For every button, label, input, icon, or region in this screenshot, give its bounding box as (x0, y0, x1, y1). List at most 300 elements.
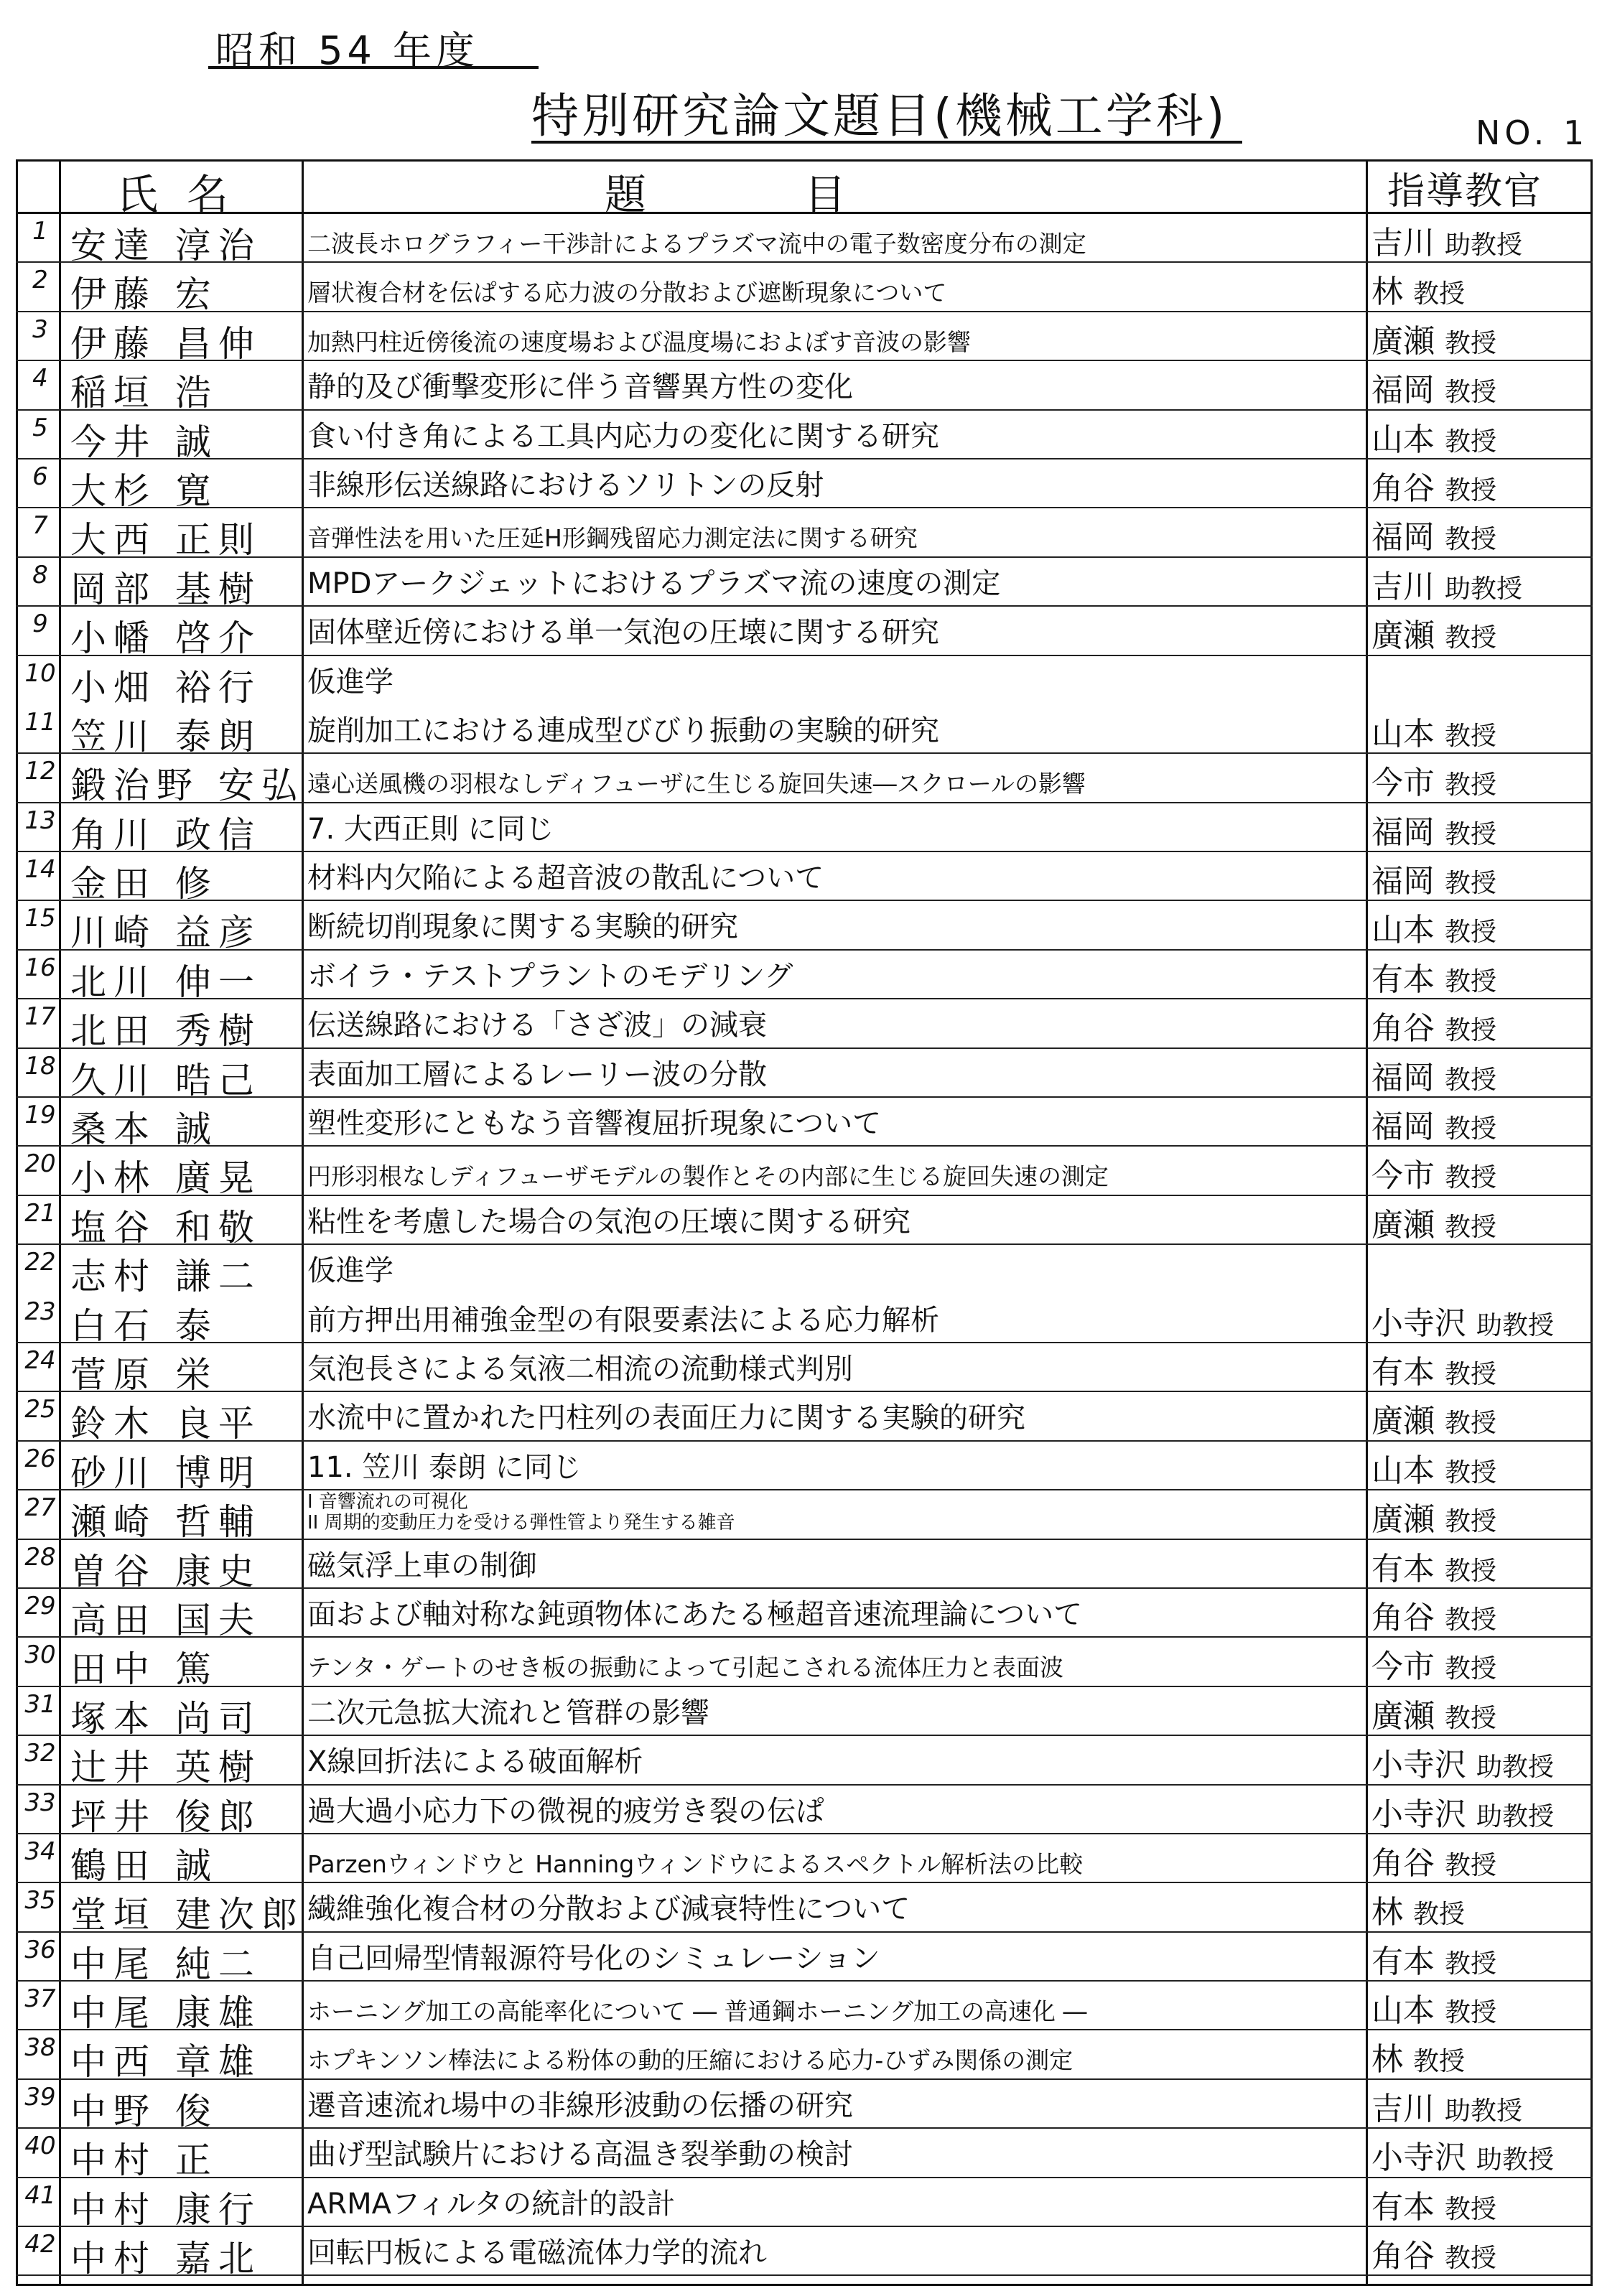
thesis-title: 断続切削現象に関する実験的研究 (307, 910, 738, 944)
table-row (16, 312, 1593, 365)
advisor-rank: 教授 (1445, 1605, 1497, 1635)
student-name: 大西 正則 (70, 519, 261, 561)
advisor (1371, 953, 1496, 999)
student-name: 瀬崎 哲輔 (70, 1501, 261, 1544)
advisor-name: 福岡 (1371, 519, 1435, 556)
column-header-title: 題目 (605, 170, 1005, 219)
advisor (1371, 1984, 1496, 2030)
advisor (1371, 1052, 1496, 1098)
row-number: 31 (24, 1689, 56, 1719)
row-number: 2 (32, 266, 48, 295)
student-name: 伊藤 昌伸 (70, 322, 261, 365)
advisor (1371, 2033, 1465, 2079)
advisor (1371, 2230, 1496, 2276)
advisor (1371, 1395, 1496, 1441)
student-name: 鶴田 誠 (70, 1844, 218, 1887)
advisor-name: 角谷 (1371, 1844, 1435, 1882)
advisor-name: 今市 (1371, 1648, 1435, 1686)
advisor (1371, 1199, 1496, 1245)
student-name: 中尾 康雄 (70, 1992, 261, 2035)
row-number: 30 (24, 1641, 56, 1670)
row-number: 40 (24, 2132, 56, 2161)
table-row (16, 754, 1593, 807)
advisor (1371, 1936, 1496, 1982)
thesis-title: 粘性を考慮した場合の気泡の圧壊に関する研究 (307, 1205, 910, 1238)
table-row (16, 1786, 1593, 1838)
student-name: 今井 誠 (70, 421, 218, 463)
student-name: 角川 政信 (70, 813, 261, 856)
student-name: 金田 修 (70, 863, 218, 905)
advisor-rank: 教授 (1413, 1900, 1466, 1930)
row-number: 6 (32, 462, 48, 491)
advisor-name: 福岡 (1371, 813, 1435, 851)
table-row (16, 1883, 1593, 1936)
advisor-name: 廣瀬 (1371, 617, 1435, 655)
thesis-title: 加熱円柱近傍後流の速度場および温度場におよぼす音波の影響 (307, 327, 971, 356)
advisor-rank: 教授 (1445, 966, 1497, 997)
table-row (16, 411, 1593, 463)
table-header-row (16, 159, 1593, 219)
row-number: 32 (24, 1739, 56, 1768)
advisor (1371, 1739, 1554, 1785)
table-row (16, 1294, 1593, 1347)
advisor-rank: 教授 (1445, 770, 1497, 801)
column-header-advisor: 指導教官 (1387, 170, 1543, 213)
thesis-title: 11. 笠川 泰朗 に同じ (307, 1450, 582, 1484)
fiscal-year-underline (208, 66, 539, 69)
advisor-name: 山本 (1371, 912, 1435, 949)
student-name: 坪井 俊郎 (70, 1796, 261, 1838)
advisor-rank: 教授 (1445, 378, 1497, 408)
advisor-name: 林 (1371, 1894, 1403, 1931)
advisor (1371, 1788, 1554, 1834)
student-name: 北田 秀樹 (70, 1010, 261, 1053)
row-number: 34 (24, 1837, 56, 1866)
advisor-name: 有本 (1371, 1550, 1435, 1587)
thesis-title: ボイラ・テストプラントのモデリング (307, 959, 793, 993)
advisor-name: 福岡 (1371, 372, 1435, 409)
advisor (1371, 2181, 1496, 2227)
advisor (1371, 1690, 1496, 1736)
advisor-name: 廣瀬 (1371, 1697, 1435, 1735)
thesis-title: 気泡長さによる気液二相流の流動様式判別 (307, 1352, 853, 1386)
student-name: 砂川 博明 (70, 1452, 261, 1494)
advisor (1371, 1002, 1496, 1048)
table-row (16, 2080, 1593, 2132)
thesis-title: 塑性変形にともなう音響複屈折現象について (307, 1107, 882, 1141)
table-row (16, 558, 1593, 610)
advisor (1371, 1592, 1496, 1638)
advisor (1371, 511, 1496, 557)
advisor-name: 山本 (1371, 715, 1435, 752)
student-name: 塩谷 和敬 (70, 1206, 261, 1249)
advisor-rank: 教授 (1445, 623, 1497, 653)
advisor-rank: 教授 (1445, 1359, 1497, 1389)
thesis-title-part-1: I 音響流れの可視化 (307, 1491, 468, 1513)
table-row (16, 361, 1593, 414)
advisor (1371, 2132, 1554, 2178)
table-row (16, 1392, 1593, 1445)
student-name: 北川 伸一 (70, 961, 261, 1003)
advisor (1371, 806, 1496, 852)
student-name: 菅原 栄 (70, 1353, 218, 1396)
thesis-title: 二次元急拡大流れと管群の影響 (307, 1696, 709, 1730)
advisor (1371, 1543, 1496, 1589)
thesis-title: 静的及び衝撃変形に伴う音響異方性の変化 (307, 370, 853, 404)
thesis-title: 材料内欠陥による超音波の散乱について (307, 862, 824, 895)
thesis-title: X線回折法による破面解析 (307, 1745, 643, 1779)
thesis-title: 食い付き角による工具内応力の変化に関する研究 (307, 419, 939, 453)
thesis-title: 非線形伝送線路におけるソリトンの反射 (307, 468, 824, 502)
table-row (16, 951, 1593, 1003)
thesis-title: 回転円板による電磁流体力学的流れ (307, 2236, 767, 2270)
thesis-title: ホーニング加工の高能率化について ― 普通鋼ホーニング加工の高速化 ― (307, 1997, 1087, 2026)
advisor-rank: 助教授 (1445, 2096, 1523, 2126)
thesis-title: ホプキンソン棒法による粉体の動的圧縮における応力-ひずみ関係の測定 (307, 2046, 1073, 2075)
table-row (16, 1638, 1593, 1691)
table-row (16, 852, 1593, 905)
advisor-rank: 教授 (1445, 426, 1497, 457)
advisor-rank: 教授 (1445, 819, 1497, 849)
advisor-name: 林 (1371, 274, 1403, 311)
student-name: 白石 泰 (70, 1305, 218, 1347)
student-name: 安達 淳治 (70, 225, 261, 266)
advisor-rank: 助教授 (1476, 1310, 1555, 1340)
thesis-title: 遠心送風機の羽根なしディフューザに生じる旋回失速―スクロールの影響 (307, 770, 1086, 798)
thesis-title: 遷音速流れ場中の非線形波動の伝播の研究 (307, 2089, 853, 2122)
table-row (16, 901, 1593, 954)
student-name: 田中 篤 (70, 1648, 218, 1691)
table-row (16, 999, 1593, 1053)
table-row (16, 1736, 1593, 1789)
advisor-rank: 教授 (1445, 1507, 1497, 1537)
row-number: 7 (32, 511, 48, 541)
row-number: 8 (32, 560, 48, 589)
advisor-rank: 教授 (1413, 2047, 1466, 2077)
student-name: 桑本 誠 (70, 1109, 218, 1151)
advisor (1371, 708, 1496, 754)
advisor-name: 福岡 (1371, 1059, 1435, 1096)
row-number: 11 (24, 707, 56, 737)
student-name: 堂垣 建次郎 (70, 1894, 304, 1936)
advisor-name: 有本 (1371, 2188, 1435, 2226)
row-number: 41 (24, 2180, 56, 2210)
table-row (16, 2227, 1593, 2280)
advisor-name: 小寺沢 (1371, 1796, 1466, 1833)
row-number: 25 (24, 1395, 56, 1424)
advisor-name: 山本 (1371, 1992, 1435, 2030)
advisor-rank: 教授 (1445, 475, 1497, 505)
row-number: 10 (24, 658, 56, 688)
thesis-title: 曲げ型試験片における高温き裂挙動の検討 (307, 2138, 853, 2172)
advisor (1371, 1149, 1496, 1195)
thesis-title: 伝送線路における「さざ波」の減衰 (307, 1009, 767, 1042)
table-row (16, 508, 1593, 561)
table-row (16, 1442, 1593, 1494)
advisor-rank: 教授 (1445, 1065, 1497, 1095)
thesis-title: 自己回帰型情報源符号化のシミュレーション (307, 1941, 880, 1975)
row-number: 29 (24, 1591, 56, 1620)
advisor (1371, 855, 1496, 901)
thesis-title: 面および軸対称な鈍頭物体にあたる極超音速流理論について (307, 1597, 1083, 1631)
thesis-title: 仮進学 (307, 1254, 393, 1288)
advisor-rank: 教授 (1445, 1998, 1497, 2028)
table-row (16, 1196, 1593, 1249)
advisor-name: 福岡 (1371, 863, 1435, 900)
advisor (1371, 1346, 1496, 1392)
advisor (1371, 1445, 1496, 1490)
table-row (16, 1834, 1593, 1887)
row-number: 26 (24, 1444, 56, 1473)
document-title-underline (531, 141, 1242, 144)
thesis-title: 円形羽根なしディフューザモデルの製作とその内部に生じる旋回失速の測定 (307, 1162, 1109, 1191)
table-row (16, 656, 1593, 709)
advisor (1371, 364, 1496, 410)
table-row (16, 705, 1593, 757)
advisor (1371, 561, 1522, 607)
thesis-title: 仮進学 (307, 665, 393, 699)
advisor-rank: 教授 (1445, 2194, 1497, 2224)
advisor-name: 角谷 (1371, 2238, 1435, 2275)
advisor-name: 吉川 (1371, 2090, 1435, 2127)
row-number: 18 (24, 1051, 56, 1081)
student-name: 小畑 裕行 (70, 666, 261, 709)
student-name: 伊藤 宏 (70, 274, 218, 316)
advisor-name: 角谷 (1371, 1599, 1435, 1636)
student-name: 稲垣 浩 (70, 372, 218, 414)
advisor (1371, 1493, 1496, 1539)
row-number: 24 (24, 1345, 56, 1375)
advisor (1371, 315, 1496, 361)
student-name: 中尾 純二 (70, 1943, 261, 1985)
advisor (1371, 1641, 1496, 1686)
advisor-name: 小寺沢 (1371, 1305, 1466, 1342)
student-name: 志村 謙二 (70, 1256, 261, 1298)
advisor-name: 有本 (1371, 1353, 1435, 1391)
advisor-name: 角谷 (1371, 470, 1435, 507)
fiscal-year-heading: 昭和 54 年度 (215, 28, 480, 73)
row-number: 21 (24, 1198, 56, 1228)
student-name: 中西 章雄 (70, 2041, 261, 2083)
advisor (1371, 610, 1496, 655)
row-number: 14 (24, 855, 56, 885)
table-row (16, 1098, 1593, 1151)
table-row (16, 1540, 1593, 1592)
advisor-name: 小寺沢 (1371, 1747, 1466, 1784)
table-row (16, 1687, 1593, 1740)
row-number: 38 (24, 2033, 56, 2063)
student-name: 鍛治野 安弘 (70, 765, 304, 807)
thesis-title: 固体壁近傍における単一気泡の圧壊に関する研究 (307, 616, 939, 650)
row-number: 3 (32, 314, 48, 344)
thesis-title: 二波長ホログラフィー干渉計によるプラズマ流中の電子数密度分布の測定 (307, 230, 1086, 258)
column-header-name: 氏名 (116, 170, 258, 219)
table-row (16, 1589, 1593, 1641)
advisor (1371, 414, 1496, 459)
thesis-title: 旋削加工における連成型びびり振動の実験的研究 (307, 714, 939, 747)
table-row (16, 2129, 1593, 2182)
advisor-name: 林 (1371, 2041, 1403, 2078)
student-name: 川崎 益彦 (70, 912, 261, 954)
advisor (1371, 217, 1522, 263)
student-name: 中村 康行 (70, 2188, 261, 2231)
advisor-rank: 教授 (1445, 1114, 1497, 1144)
thesis-title: 7. 大西正則 に同じ (307, 812, 554, 846)
row-number: 1 (32, 217, 48, 246)
thesis-title: 前方押出用補強金型の有限要素法による応力解析 (307, 1303, 939, 1337)
advisor-rank: 助教授 (1476, 2145, 1555, 2175)
advisor-name: 吉川 (1371, 225, 1435, 261)
advisor-rank: 教授 (1445, 2244, 1497, 2274)
advisor-name: 有本 (1371, 1943, 1435, 1980)
advisor (1371, 2083, 1522, 2129)
thesis-title: テンタ・ゲートのせき板の振動によって引起こされる流体圧力と表面波 (307, 1653, 1064, 1682)
advisor-rank: 教授 (1445, 1703, 1497, 1733)
student-name: 曽谷 康史 (70, 1550, 261, 1592)
row-number: 16 (24, 953, 56, 982)
advisor-rank: 教授 (1445, 1163, 1497, 1193)
page-number: NO. 1 (1476, 113, 1589, 152)
table-row (16, 1490, 1593, 1544)
table-body (16, 214, 1593, 2280)
advisor-rank: 教授 (1445, 1556, 1497, 1586)
advisor-name: 廣瀬 (1371, 322, 1435, 360)
table-row (16, 2178, 1593, 2231)
advisor (1371, 1837, 1496, 1883)
table-row (16, 263, 1593, 316)
table-row (16, 1933, 1593, 1985)
table-row (16, 1049, 1593, 1101)
row-number: 15 (24, 904, 56, 933)
row-number: 20 (24, 1149, 56, 1179)
advisor-rank: 教授 (1445, 869, 1497, 899)
thesis-title: 層状複合材を伝ぱする応力波の分散および遮断現象について (307, 279, 947, 307)
advisor-name: 角谷 (1371, 1010, 1435, 1047)
row-number: 36 (24, 1935, 56, 1964)
row-number: 42 (24, 2230, 56, 2259)
thesis-title: Parzenウィンドウと Hanningウィンドウによるスペクトル解析法の比較 (307, 1849, 1084, 1878)
table-row (16, 1343, 1593, 1396)
student-name: 大杉 寛 (70, 470, 218, 512)
advisor (1371, 1101, 1496, 1147)
advisor-name: 今市 (1371, 765, 1435, 802)
advisor-rank: 教授 (1445, 721, 1497, 751)
student-name: 笠川 泰朗 (70, 715, 261, 757)
row-number: 9 (32, 610, 48, 639)
advisor-name: 廣瀬 (1371, 1403, 1435, 1440)
row-number: 37 (24, 1984, 56, 2014)
thesis-title: 過大過小応力下の微視的疲労き裂の伝ぱ (307, 1794, 824, 1828)
advisor-rank: 助教授 (1476, 1753, 1555, 1783)
row-number: 35 (24, 1886, 56, 1915)
row-number: 12 (24, 757, 56, 786)
row-number: 23 (24, 1297, 56, 1326)
student-name: 中村 正 (70, 2139, 218, 2182)
advisor (1371, 462, 1496, 508)
advisor-name: 吉川 (1371, 568, 1435, 605)
table-row (16, 2030, 1593, 2083)
advisor-rank: 助教授 (1445, 574, 1523, 604)
student-name: 岡部 基樹 (70, 568, 261, 610)
thesis-title (307, 1492, 735, 1534)
thesis-title: ARMAフィルタの統計的設計 (307, 2187, 676, 2221)
advisor-rank: 教授 (1413, 279, 1466, 309)
advisor-rank: 教授 (1445, 1212, 1497, 1242)
table-row (16, 1982, 1593, 2035)
advisor-name: 山本 (1371, 1452, 1435, 1489)
row-number: 39 (24, 2082, 56, 2111)
advisor-name: 福岡 (1371, 1109, 1435, 1146)
row-number: 13 (24, 806, 56, 835)
row-number: 33 (24, 1788, 56, 1817)
student-name: 辻井 英樹 (70, 1747, 261, 1789)
student-name: 久川 晧己 (70, 1059, 261, 1101)
thesis-title: 表面加工層によるレーリー波の分散 (307, 1058, 767, 1091)
advisor-rank: 教授 (1445, 1016, 1497, 1046)
table-row (16, 1147, 1593, 1200)
thesis-title: 音弾性法を用いた圧延H形鋼残留応力測定法に関する研究 (307, 524, 918, 553)
advisor (1371, 757, 1496, 803)
thesis-title: MPDアークジェットにおけるプラズマ流の速度の測定 (307, 566, 1001, 600)
advisor-name: 廣瀬 (1371, 1501, 1435, 1539)
table-row (16, 214, 1593, 266)
row-number: 28 (24, 1542, 56, 1572)
advisor (1371, 904, 1496, 950)
advisor-rank: 助教授 (1445, 230, 1523, 260)
table-row (16, 459, 1593, 512)
advisor-name: 小寺沢 (1371, 2139, 1466, 2177)
advisor-name: 有本 (1371, 961, 1435, 998)
row-number: 5 (32, 413, 48, 442)
advisor (1371, 266, 1465, 312)
advisor-rank: 教授 (1445, 525, 1497, 555)
student-name: 塚本 尚司 (70, 1697, 261, 1740)
student-name: 小幡 啓介 (70, 617, 261, 660)
advisor-rank: 教授 (1445, 1409, 1497, 1439)
row-number: 17 (24, 1002, 56, 1032)
student-name: 鈴木 良平 (70, 1403, 261, 1445)
row-number: 4 (32, 364, 48, 393)
thesis-title: 繊維強化複合材の分散および減衰特性について (307, 1893, 910, 1926)
advisor-rank: 教授 (1445, 1654, 1497, 1684)
advisor (1371, 1297, 1554, 1343)
advisor-rank: 教授 (1445, 918, 1497, 948)
thesis-title-part-2: II 周期的変動圧力を受ける弾性管より発生する雑音 (307, 1512, 735, 1534)
advisor (1371, 1886, 1465, 1932)
advisor-name: 山本 (1371, 421, 1435, 458)
student-name: 中野 俊 (70, 2090, 218, 2132)
advisor-rank: 教授 (1445, 1850, 1497, 1880)
table-row (16, 1245, 1593, 1298)
advisor-name: 廣瀬 (1371, 1206, 1435, 1243)
thesis-title: 水流中に置かれた円柱列の表面圧力に関する実験的研究 (307, 1401, 1025, 1435)
table-row (16, 803, 1593, 856)
row-number: 22 (24, 1248, 56, 1277)
row-number: 19 (24, 1101, 56, 1130)
advisor-rank: 教授 (1445, 328, 1497, 358)
thesis-title: 磁気浮上車の制御 (307, 1549, 537, 1582)
advisor-rank: 教授 (1445, 1949, 1497, 1979)
student-name: 小林 廣晃 (70, 1157, 261, 1200)
row-number: 27 (24, 1493, 56, 1523)
table-row (16, 607, 1593, 660)
advisor-rank: 教授 (1445, 1457, 1497, 1488)
advisor-rank: 助教授 (1476, 1801, 1555, 1831)
advisor-name: 今市 (1371, 1157, 1435, 1195)
document-title: 特別研究論文題目(機械工学科) (531, 88, 1228, 144)
student-name: 高田 国夫 (70, 1599, 261, 1641)
student-name: 中村 嘉北 (70, 2238, 261, 2280)
